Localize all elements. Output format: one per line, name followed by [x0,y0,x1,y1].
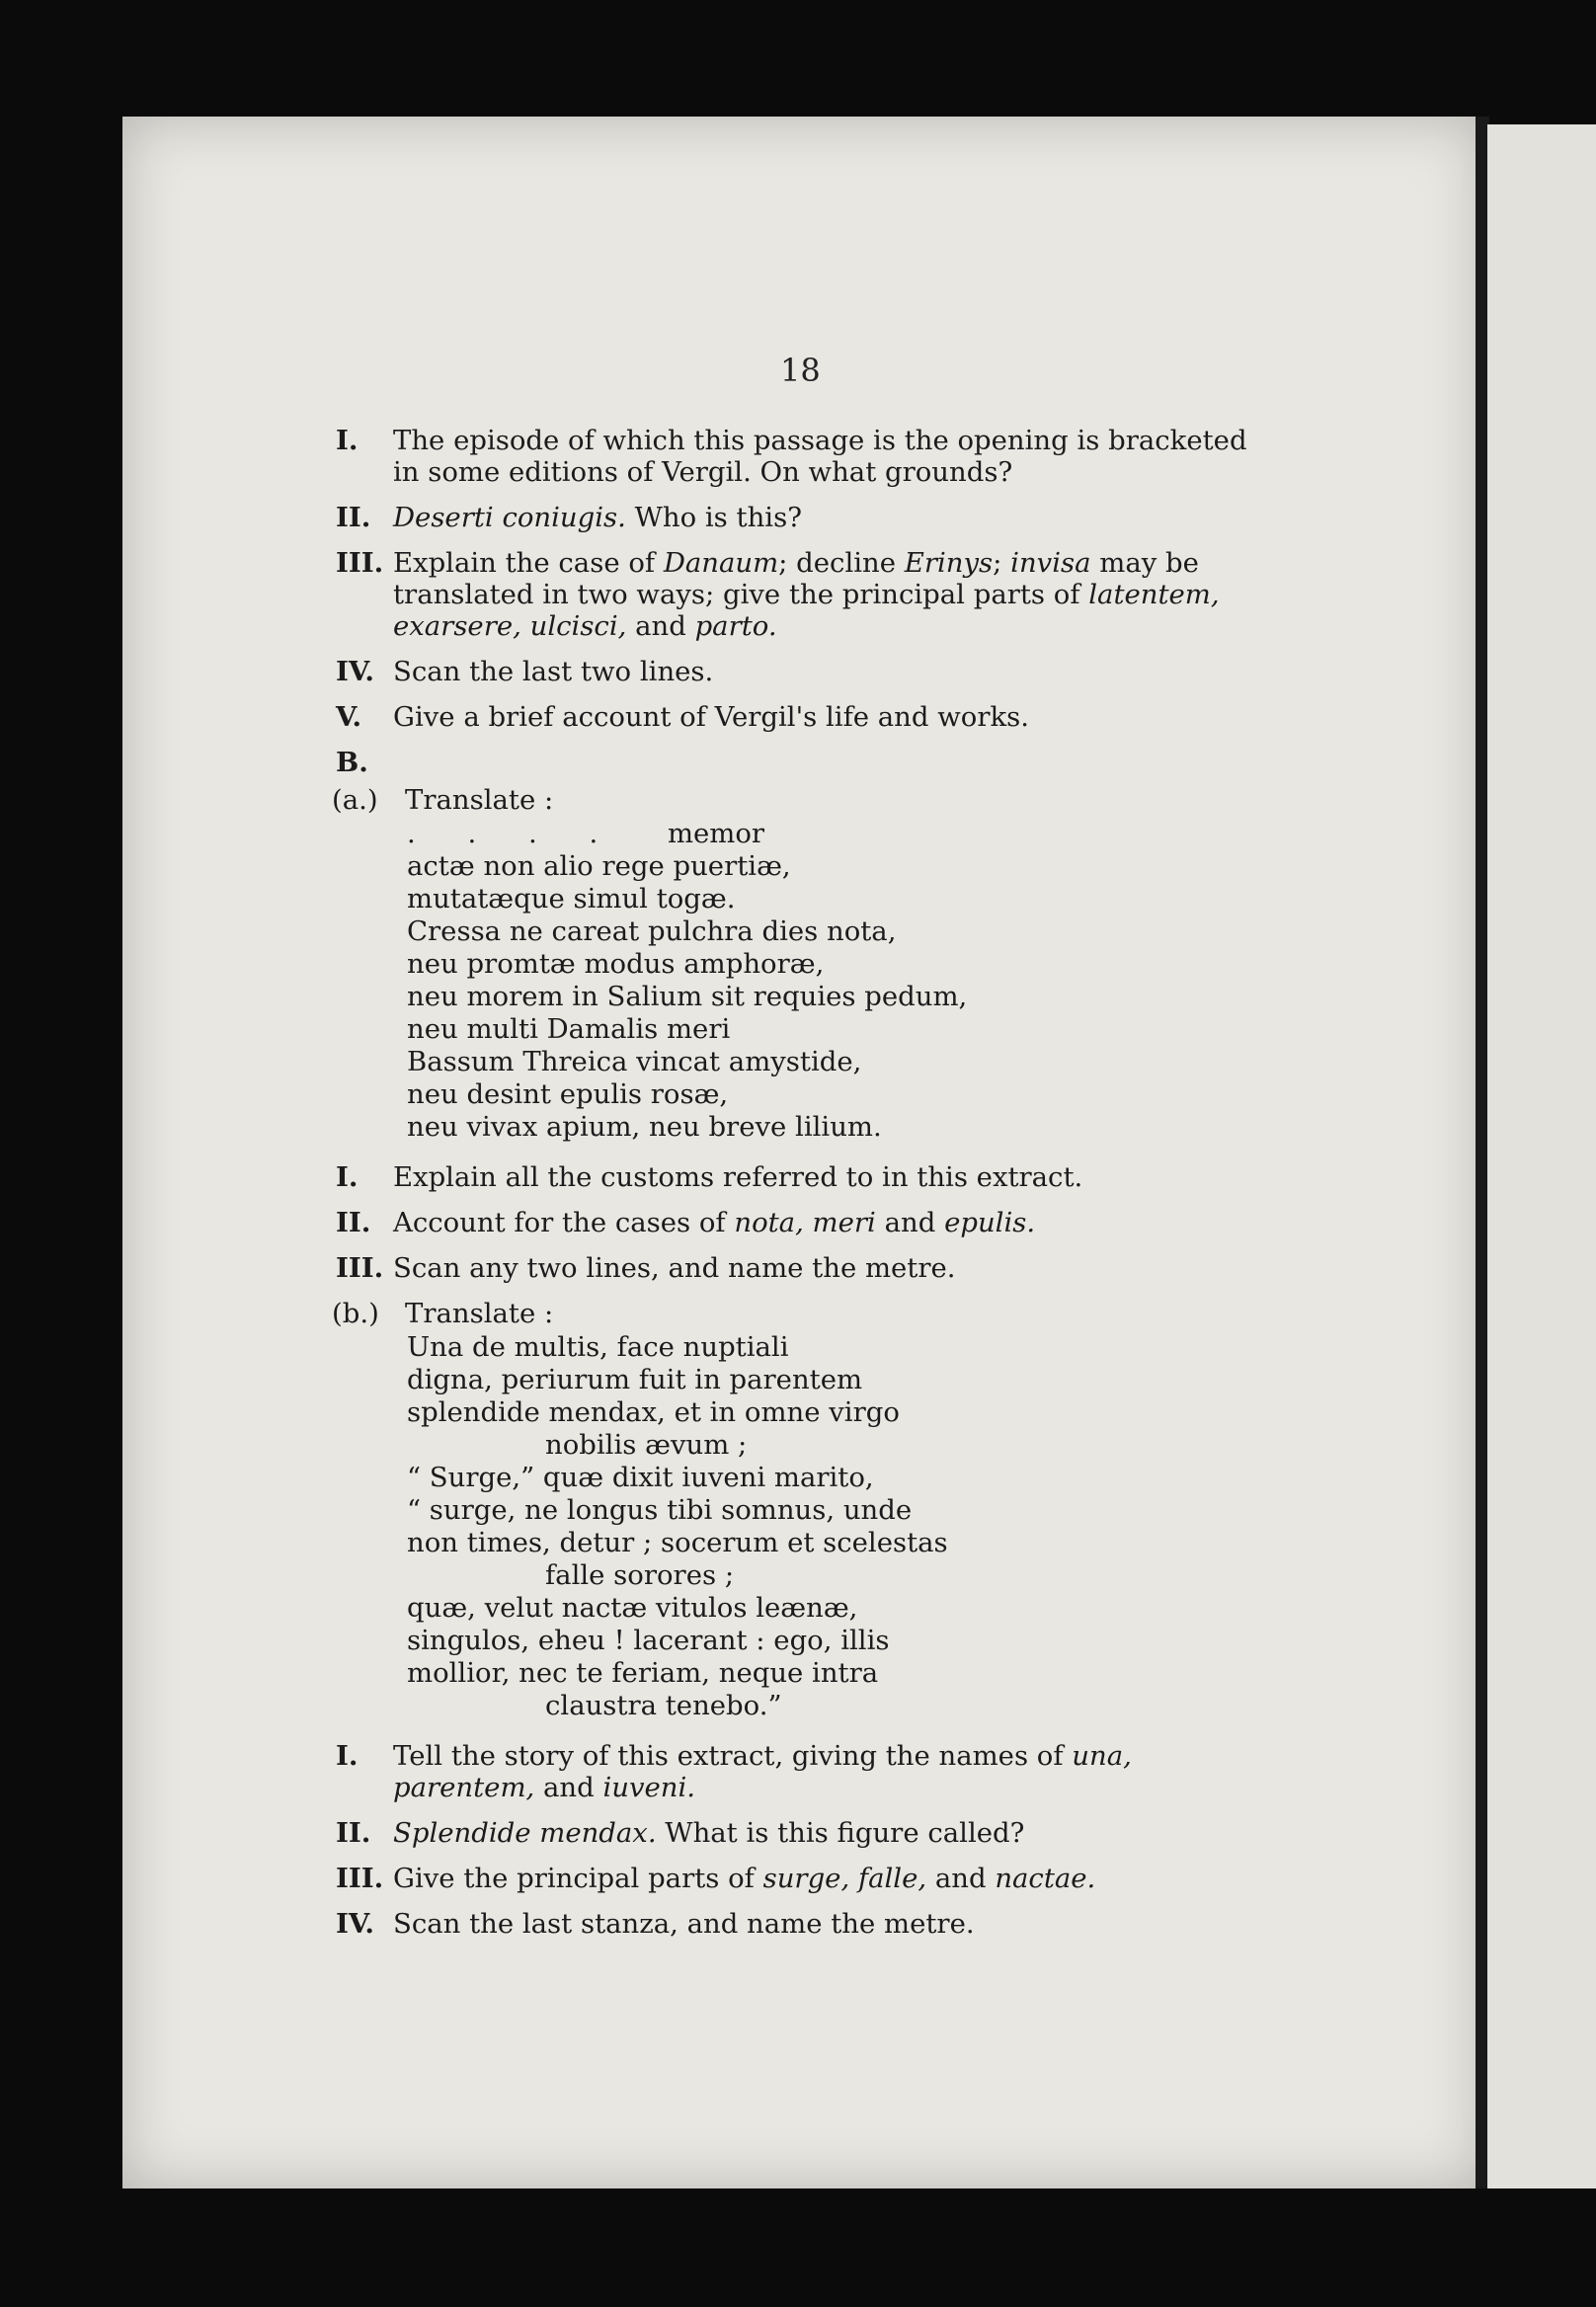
verse-line: neu vivax apium, neu breve lilium. [407,1111,882,1143]
exam-content [332,346,1264,1953]
question [336,1817,1264,1849]
verse-line: claustra tenebo.” [545,1690,782,1721]
translate-b-number: (b.) [332,1298,379,1329]
question-text-run: Scan the last two lines. [393,656,714,687]
question-text-italic: nota, meri [734,1207,876,1238]
verse-line: mutatæque simul togæ. [407,883,736,915]
question-number: II. [336,1817,371,1849]
question [336,1207,1264,1238]
question-text [393,1207,1035,1238]
facing-page-edge [1487,124,1596,2188]
question-number: IV. [336,656,374,687]
verse-a-first-word: memor [667,818,765,849]
page-number: 18 [780,352,821,389]
question-text-run: Explain all the customs referred to in this extract. [393,1161,1083,1193]
verse-line: nobilis ævum ; [545,1429,748,1461]
question-text-run: What is this figure called? [656,1817,1025,1849]
question-text-run: ; decline [778,547,905,579]
question-text-run: and [926,1863,996,1894]
verse-line: “ Surge,” quæ dixit iuveni marito, [407,1462,874,1493]
question [336,656,1264,687]
question-text [393,1252,956,1284]
question-text-italic: invisa [1010,547,1091,579]
verse-line: mollior, nec te feriam, neque intra [407,1657,879,1689]
question-text [393,1740,1132,1803]
question-text-italic: Erinys [904,547,994,579]
question-text-run: The episode of which this passage is the opening is bracketed in some editions of Vergil. On what grounds? [393,425,1247,488]
verse-line: Una de multis, face nuptiali [407,1331,789,1363]
question-text-italic: surge, falle, [762,1863,927,1894]
verse-line: neu promtæ modus amphoræ, [407,948,825,980]
question-number: I. [336,425,359,456]
translate-a-number: (a.) [332,784,378,816]
question [336,425,1264,488]
question-text [393,1908,975,1940]
question-text [393,547,1220,642]
verse-line: neu multi Damalis meri [407,1013,731,1045]
question [336,1252,1264,1284]
question [336,701,1264,733]
question-text [393,1863,1095,1894]
question-number: I. [336,1161,359,1193]
translate-b-label: Translate : [405,1298,554,1329]
question-text [393,1817,1024,1849]
ellipsis-dots: . . . . [407,818,620,849]
question [336,547,1264,642]
question-text-italic: Danaum [663,547,779,579]
question-text-italic: latentem, exarsere, ulcisci, [393,579,1220,642]
question-text-run: Give a brief account of Vergil's life and works. [393,701,1029,733]
question-number: II. [336,1207,371,1238]
question-text [393,425,1247,488]
section-b-label: B. [336,747,368,778]
translate-a-label: Translate : [405,784,554,816]
verse-line: falle sorores ; [545,1559,735,1591]
verse-line: digna, periurum fuit in parentem [407,1364,863,1395]
question-text-run: and [875,1207,945,1238]
question-text-italic: parto. [694,610,777,642]
question-text-run: ; [993,547,1011,579]
question-number: III. [336,1252,384,1284]
question-number: I. [336,1740,359,1772]
question-text-italic: Splendide mendax. [393,1817,657,1849]
question-text-run: Scan any two lines, and name the metre. [393,1252,956,1284]
verse-line: singulos, eheu ! lacerant : ego, illis [407,1625,890,1656]
question-number: V. [336,701,362,733]
question [336,1161,1264,1193]
question-text-run: Account for the cases of [393,1207,735,1238]
question [336,1908,1264,1940]
question-text-italic: epulis. [944,1207,1036,1238]
question-number: II. [336,502,371,533]
verse-line: non times, detur ; socerum et scelestas [407,1527,948,1558]
verse-line: neu desint epulis rosæ, [407,1078,729,1110]
question-text-run: Scan the last stanza, and name the metre. [393,1908,975,1940]
question-number: III. [336,1863,384,1894]
question-text [393,1161,1082,1193]
question-text-italic: nactae. [995,1863,1096,1894]
question-text-run: Give the principal parts of [393,1863,763,1894]
translate-a-heading [332,784,1264,816]
question-text [393,701,1029,733]
question-text-italic: iuveni. [602,1772,696,1803]
verse-a-first-line [407,818,1264,850]
verse-line: “ surge, ne longus tibi somnus, unde [407,1494,913,1526]
question-text-italic: Deserti coniugis. [393,502,626,533]
translate-b-heading [332,1298,1264,1329]
question-number: IV. [336,1908,374,1940]
verse-line: splendide mendax, et in omne virgo [407,1396,900,1428]
question-text-run: and [626,610,695,642]
question-text [393,502,802,533]
question-text-run: may be translated in two ways; give the principal parts of [393,547,1199,610]
question [336,1740,1264,1803]
verse-line: Cressa ne careat pulchra dies nota, [407,915,897,947]
verse-line: quæ, velut nactæ vitulos leænæ, [407,1592,858,1624]
question [336,502,1264,533]
verse-line: actæ non alio rege puertiæ, [407,850,791,882]
question-text-run: Who is this? [625,502,802,533]
question-text-italic: una, parentem, [393,1740,1132,1803]
question-text-run: Tell the story of this extract, giving the names of [393,1740,1073,1772]
verse-b-lines [336,1331,1264,1722]
question-number: III. [336,547,384,579]
verse-a-lines [407,850,1264,1144]
question [336,1863,1264,1894]
questions-b [336,1740,1264,1940]
question-text-run: and [534,1772,603,1803]
question-text [393,656,713,687]
section-a-questions [336,425,1264,733]
verse-a [336,818,1264,1144]
questions-a [336,1161,1264,1284]
verse-line: Bassum Threica vincat amystide, [407,1046,862,1077]
verse-line: neu morem in Salium sit requies pedum, [407,981,968,1012]
question-text-run: Explain the case of [393,547,664,579]
